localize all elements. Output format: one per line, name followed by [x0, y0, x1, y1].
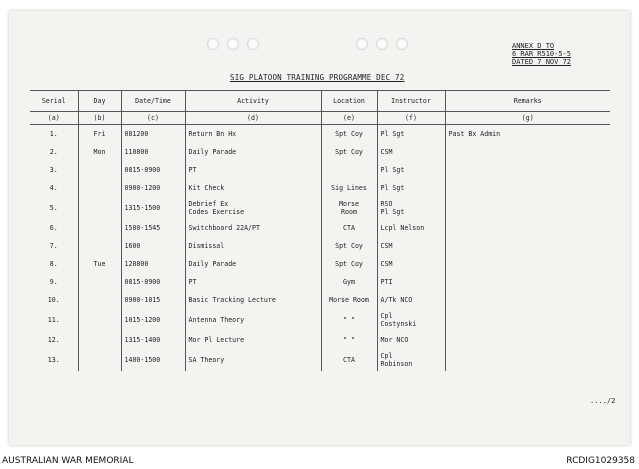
- cell-activity-text: Daily Parade: [188, 260, 237, 268]
- cell-activity-text-line2: Codes Exercise: [188, 208, 245, 216]
- cell-serial: [30, 273, 78, 291]
- cell-instructor: [377, 237, 445, 255]
- cell-serial-text: 13.: [47, 356, 60, 364]
- cell-location: [321, 197, 377, 219]
- cell-location: [321, 125, 377, 144]
- column-letter: (f): [377, 112, 445, 125]
- cell-location: [321, 219, 377, 237]
- cell-date-time-text: 1400-1500: [124, 356, 161, 364]
- cell-remarks: [445, 309, 610, 331]
- cell-day: [78, 179, 121, 197]
- cell-activity: [185, 161, 321, 179]
- cell-serial: [30, 237, 78, 255]
- cell-instructor: [377, 197, 445, 219]
- cell-activity: [185, 331, 321, 349]
- cell-serial-text: 12.: [47, 336, 60, 344]
- cell-remarks: [445, 291, 610, 309]
- cell-instructor: [377, 291, 445, 309]
- cell-date-time-text: 1015-1200: [124, 316, 161, 324]
- punch-hole: [207, 38, 219, 50]
- table-row: [30, 273, 610, 291]
- cell-day-text: Fri: [93, 130, 106, 138]
- cell-activity-text: Switchboard 22A/PT: [188, 224, 260, 232]
- header-remarks: Remarks: [445, 91, 610, 112]
- cell-instructor: [377, 219, 445, 237]
- cell-location: [321, 309, 377, 331]
- cell-activity-text: Kit Check: [188, 184, 225, 192]
- table-row: [30, 219, 610, 237]
- cell-remarks: [445, 255, 610, 273]
- cell-location-text: Spt Coy: [335, 148, 363, 156]
- cell-instructor-text-line2: Robinson: [380, 360, 413, 368]
- cell-remarks-text: Past Bx Admin: [448, 130, 501, 138]
- table-row: [30, 309, 610, 331]
- header-day: Day: [78, 91, 121, 112]
- cell-date-time: [121, 219, 185, 237]
- table-row: [30, 349, 610, 371]
- cell-day: [78, 125, 121, 144]
- document-title: SIG PLATOON TRAINING PROGRAMME DEC 72: [230, 73, 405, 82]
- cell-instructor-text-line2: Pl Sgt: [380, 208, 405, 216]
- cell-serial-text: 1.: [49, 130, 58, 138]
- table-row: [30, 291, 610, 309]
- cell-location: [321, 331, 377, 349]
- cell-activity: [185, 197, 321, 219]
- cell-location-text: CTA: [343, 224, 355, 232]
- cell-serial: [30, 143, 78, 161]
- cell-day: [78, 143, 121, 161]
- cell-activity-text: Return Bn Hx: [188, 130, 237, 138]
- cell-location: [321, 255, 377, 273]
- cell-day: [78, 331, 121, 349]
- cell-activity-text: Debrief Ex: [188, 200, 229, 208]
- table-row: [30, 255, 610, 273]
- cell-location-text: Morse Room: [329, 296, 369, 304]
- cell-instructor-text: Pl Sgt: [380, 166, 405, 174]
- cell-instructor: [377, 349, 445, 371]
- cell-day: [78, 219, 121, 237]
- header-instructor: Instructor: [377, 91, 445, 112]
- cell-remarks: [445, 125, 610, 144]
- cell-serial: [30, 291, 78, 309]
- cell-instructor-text: CSM: [380, 148, 393, 156]
- punch-hole: [396, 38, 408, 50]
- table-row: [30, 125, 610, 144]
- cell-date-time: [121, 331, 185, 349]
- cell-date-time: [121, 309, 185, 331]
- cell-day: [78, 197, 121, 219]
- cell-remarks: [445, 331, 610, 349]
- cell-instructor: [377, 309, 445, 331]
- punch-hole: [356, 38, 368, 50]
- header-location: Location: [321, 91, 377, 112]
- cell-date-time-text: 1315-1500: [124, 204, 161, 212]
- table-row: [30, 331, 610, 349]
- cell-instructor: [377, 331, 445, 349]
- cell-activity: [185, 309, 321, 331]
- cell-date-time: [121, 161, 185, 179]
- column-letter: (a): [30, 112, 78, 125]
- cell-location: [321, 237, 377, 255]
- cell-remarks: [445, 219, 610, 237]
- cell-activity: [185, 125, 321, 144]
- cell-instructor: [377, 255, 445, 273]
- annex-reference: [512, 42, 571, 66]
- cell-location: [321, 349, 377, 371]
- cell-instructor-text: A/Tk NCO: [380, 296, 413, 304]
- table-row: [30, 197, 610, 219]
- cell-date-time: [121, 179, 185, 197]
- cell-day: [78, 161, 121, 179]
- cell-serial-text: 6.: [49, 224, 58, 232]
- cell-location-text-line2: Room: [341, 208, 357, 216]
- cell-location-text: Spt Coy: [335, 260, 363, 268]
- cell-activity-text: PT: [188, 278, 197, 286]
- cell-date-time-text: 120800: [124, 260, 149, 268]
- cell-instructor-text: CSM: [380, 260, 393, 268]
- header-row: [30, 91, 610, 112]
- cell-location-text: " ": [343, 336, 355, 344]
- cell-instructor-text-line2: Costynski: [380, 320, 417, 328]
- punch-hole: [247, 38, 259, 50]
- archive-id: RCDIG1029358: [566, 456, 635, 466]
- cell-day: [78, 309, 121, 331]
- cell-serial: [30, 161, 78, 179]
- cell-serial: [30, 179, 78, 197]
- cell-remarks: [445, 161, 610, 179]
- cell-activity: [185, 273, 321, 291]
- cell-day: [78, 255, 121, 273]
- cell-location-text: Sig Lines: [331, 184, 367, 192]
- cell-serial-text: 11.: [47, 316, 60, 324]
- cell-location-text: Spt Coy: [335, 130, 363, 138]
- cell-instructor-text: RSO: [380, 200, 393, 208]
- cell-activity-text: SA Theory: [188, 356, 225, 364]
- cell-serial: [30, 197, 78, 219]
- cell-instructor-text: Lcpl Nelson: [380, 224, 425, 232]
- cell-day: [78, 273, 121, 291]
- header-activity: Activity: [185, 91, 321, 112]
- cell-date-time: [121, 349, 185, 371]
- column-letter: (b): [78, 112, 121, 125]
- cell-date-time: [121, 143, 185, 161]
- cell-instructor-text: PTI: [380, 278, 393, 286]
- cell-instructor-text: Pl Sgt: [380, 130, 405, 138]
- cell-date-time-text: 0815-0900: [124, 166, 161, 174]
- header-date-time: Date/Time: [121, 91, 185, 112]
- cell-instructor: [377, 179, 445, 197]
- cell-location-text: " ": [343, 316, 355, 324]
- cell-serial-text: 8.: [49, 260, 58, 268]
- cell-serial-text: 3.: [49, 166, 58, 174]
- cell-date-time-text: 081200: [124, 130, 149, 138]
- cell-instructor-text: Pl Sgt: [380, 184, 405, 192]
- cell-serial: [30, 125, 78, 144]
- cell-instructor: [377, 273, 445, 291]
- column-letter: (c): [121, 112, 185, 125]
- cell-activity-text: Daily Parade: [188, 148, 237, 156]
- cell-activity: [185, 255, 321, 273]
- cell-remarks: [445, 197, 610, 219]
- cell-location-text: CTA: [343, 356, 355, 364]
- table-row: [30, 179, 610, 197]
- cell-serial: [30, 331, 78, 349]
- archive-name: AUSTRALIAN WAR MEMORIAL: [2, 456, 134, 466]
- cell-activity-text: Antenna Theory: [188, 316, 245, 324]
- cell-date-time: [121, 197, 185, 219]
- annex-line: DATED 7 NOV 72: [512, 58, 572, 66]
- cell-day: [78, 349, 121, 371]
- table-row: [30, 237, 610, 255]
- cell-date-time-text: 0900-1200: [124, 184, 161, 192]
- cell-location: [321, 273, 377, 291]
- cell-activity: [185, 349, 321, 371]
- training-programme-table: [30, 90, 610, 371]
- cell-activity-text: Dismissal: [188, 242, 225, 250]
- cell-remarks: [445, 273, 610, 291]
- column-letter: (g): [445, 112, 610, 125]
- cell-date-time: [121, 291, 185, 309]
- cell-instructor: [377, 161, 445, 179]
- annex-line: 6 RAR R510-5-5: [512, 50, 572, 58]
- cell-serial-text: 4.: [49, 184, 58, 192]
- table-row: [30, 161, 610, 179]
- cell-instructor-text: Cpl: [380, 312, 393, 320]
- cell-activity: [185, 291, 321, 309]
- cell-date-time: [121, 273, 185, 291]
- cell-date-time-text: 0815-0900: [124, 278, 161, 286]
- cell-instructor: [377, 125, 445, 144]
- page-continuation: ..../2: [590, 397, 616, 405]
- cell-location-text: Morse: [339, 200, 359, 208]
- cell-activity: [185, 179, 321, 197]
- cell-activity-text: Basic Tracking Lecture: [188, 296, 276, 304]
- annex-line: ANNEX D TO: [512, 42, 555, 50]
- cell-day: [78, 237, 121, 255]
- cell-remarks: [445, 237, 610, 255]
- punch-hole: [376, 38, 388, 50]
- cell-remarks: [445, 179, 610, 197]
- cell-serial-text: 10.: [47, 296, 60, 304]
- cell-location: [321, 161, 377, 179]
- cell-serial: [30, 219, 78, 237]
- column-letter-row: [30, 112, 610, 125]
- column-letter: (e): [321, 112, 377, 125]
- cell-serial-text: 9.: [49, 278, 58, 286]
- cell-date-time-text: 0900-1015: [124, 296, 161, 304]
- cell-activity: [185, 219, 321, 237]
- cell-date-time: [121, 125, 185, 144]
- cell-serial-text: 5.: [49, 204, 58, 212]
- cell-remarks: [445, 349, 610, 371]
- cell-day-text: Mon: [93, 148, 106, 156]
- table-row: [30, 143, 610, 161]
- cell-activity: [185, 143, 321, 161]
- archive-footer: [0, 455, 639, 469]
- cell-location: [321, 179, 377, 197]
- cell-date-time: [121, 255, 185, 273]
- cell-serial: [30, 255, 78, 273]
- column-letter: (d): [185, 112, 321, 125]
- cell-date-time-text: 1500-1545: [124, 224, 161, 232]
- cell-instructor-text: Mor NCO: [380, 336, 409, 344]
- cell-location-text: Spt Coy: [335, 242, 363, 250]
- punch-hole: [227, 38, 239, 50]
- cell-date-time-text: 110800: [124, 148, 149, 156]
- cell-day: [78, 291, 121, 309]
- cell-instructor: [377, 143, 445, 161]
- cell-serial-text: 7.: [49, 242, 58, 250]
- cell-remarks: [445, 143, 610, 161]
- cell-serial: [30, 349, 78, 371]
- cell-serial: [30, 309, 78, 331]
- cell-serial-text: 2.: [49, 148, 58, 156]
- cell-location: [321, 291, 377, 309]
- cell-date-time-text: 1600: [124, 242, 141, 250]
- cell-day-text: Tue: [93, 260, 106, 268]
- cell-location-text: Gym: [343, 278, 355, 286]
- cell-location: [321, 143, 377, 161]
- cell-date-time-text: 1315-1400: [124, 336, 161, 344]
- header-serial: Serial: [30, 91, 78, 112]
- cell-instructor-text: Cpl: [380, 352, 393, 360]
- cell-activity: [185, 237, 321, 255]
- cell-activity-text: PT: [188, 166, 197, 174]
- cell-date-time: [121, 237, 185, 255]
- cell-instructor-text: CSM: [380, 242, 393, 250]
- cell-activity-text: Mor Pl Lecture: [188, 336, 245, 344]
